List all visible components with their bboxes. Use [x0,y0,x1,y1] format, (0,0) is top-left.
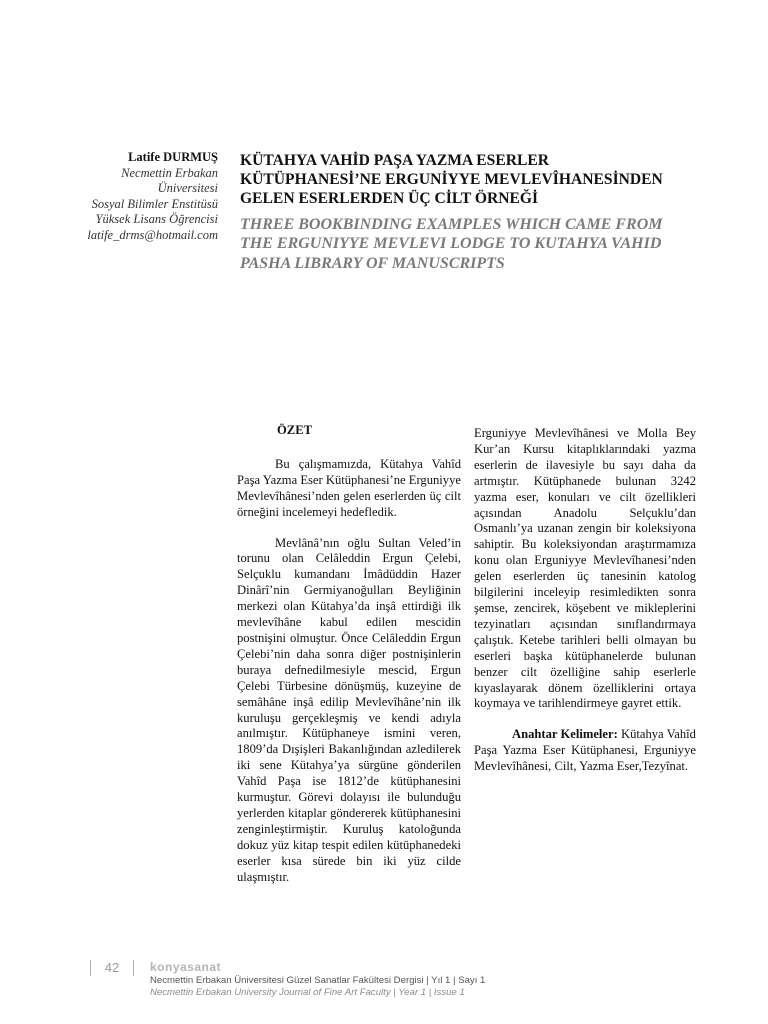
keywords-text: Kütahya Vahîd Paşa Yazma Eser Kütüphanesi, Erguniyye Mevlevîhânesi, Cilt, Yazma Eser,Tezyînat. [474,727,696,774]
journal-logo: konyasanat [150,960,222,974]
abstract-paragraph: Mevlânâ’nın oğlu Sultan Veled’in torunu olan Celâleddin Ergun Çelebi, Selçuklu kumandanı İmâdüddin Hazer Dinârî’nin Germiyanoğulları Beyliğinin merkezi olan Kütahya’da inşâ ettirdiği ilk mevlevîhâne kabul edilen mescidin postnişini olmuştur. Önce Celâleddin Ergun Çelebi’nin daha sonra diğer postnişinlerin buraya defnedilmesiyle mescid, Ergun Çelebi Türbesine dönüşmüş, kuzeyine de semâhâne inşâ edilip Mevlevîhâne’nin ilk kuruluşu gerçekleşmiş ve kendi adıyla anılmıştır. Kütüphaneye ismini veren, 1809’da Dışişleri Bakanlığından azledilerek iki sene Kütahya’ya sürgüne gönderilen Vahîd Paşa ise 1812’de kütüphanesini kurmuştur. Görevi dolayısı ile bulunduğu yerlerden kitaplar göndererek kütüphanesini zenginleştirmiştir. Kuruluş katoloğunda dokuz yüz kitap tespit edilen kütüphanedeki eserler kısa sürede bin iki yüz cilde ulaşmıştır. [237,535,461,884]
title-block [240,151,680,273]
author-block [40,150,218,243]
author-email: latife_drms@hotmail.com [87,227,218,242]
author-name: Latife DURMUŞ [128,150,218,164]
author-affiliation-line: Necmettin Erbakan [121,165,218,180]
author-affiliation-line: Sosyal Bilimler Enstitüsü [91,196,218,211]
journal-citation-english: Necmettin Erbakan University Journal of Fine Art Faculty | Year 1 | Issue 1 [150,987,465,998]
abstract-paragraph: Bu çalışmamızda, Kütahya Vahîd Paşa Yazma Eser Kütüphanesi’ne Erguniyye Mevlevîhânesi’nden gelen eserlerden üç cilt örneğini incelemeyi hedefledik. [237,456,461,519]
author-affiliation-line: Yüksek Lisans Öğrencisi [95,212,218,226]
abstract-column-left [237,423,461,885]
article-title-turkish: KÜTAHYA VAHİD PAŞA YAZMA ESERLER KÜTÜPHANESİ’NE ERGUNİYYE MEVLEVÎHANESİNDEN GELEN ESERLERDEN ÜÇ CİLT ÖRNEĞİ [240,152,663,208]
journal-citation-turkish: Necmettin Erbakan Üniversitesi Güzel Sanatlar Fakültesi Dergisi | Yıl 1 | Sayı 1 [150,975,486,986]
abstract-column-right [474,426,696,775]
page-number: 42 [90,960,134,976]
keywords [474,727,696,775]
article-title-english: THREE BOOKBINDING EXAMPLES WHICH CAME FROM THE ERGUNIYYE MEVLEVI LODGE TO KUTAHYA VAHID PASHA LIBRARY OF MANUSCRIPTS [240,215,663,272]
abstract-heading: ÖZET [277,423,312,437]
page-footer [90,958,730,1008]
author-affiliation-line: Üniversitesi [157,181,218,195]
abstract-paragraph: Erguniyye Mevlevîhânesi ve Molla Bey Kur’an Kursu kitaplıklarındaki yazma eserlerin de ilavesiyle bu sayı daha da artmıştır. Kütüphanede bulunan 3242 yazma eser, konuları ve cilt özellikleri açısından Anadolu Selçuklu’dan Osmanlı’ya uzanan zengin bir koleksiyona sahiptir. Bu koleksiyondan araştırmamıza konu olan Erguniyye Mevlevîhanesi’nden gelen eserlerden üç tanesinin katolog bilgilerini inceleyip resimledikten sonra şemse, zencirek, köşebent ve mikleplerini tezyinatları açısından sınıflandırmaya çalıştık. Ketebe tarihleri belli olmayan bu eserleri başka kütüphanelerde bulunan benzer cilt özelliğine sahip eserlerle kıyaslayarak dönem özelliklerini ortaya koymaya ve tarihlendirmeye gayret ettik. [474,426,696,711]
keywords-label: Anahtar Kelimeler: [512,727,618,742]
